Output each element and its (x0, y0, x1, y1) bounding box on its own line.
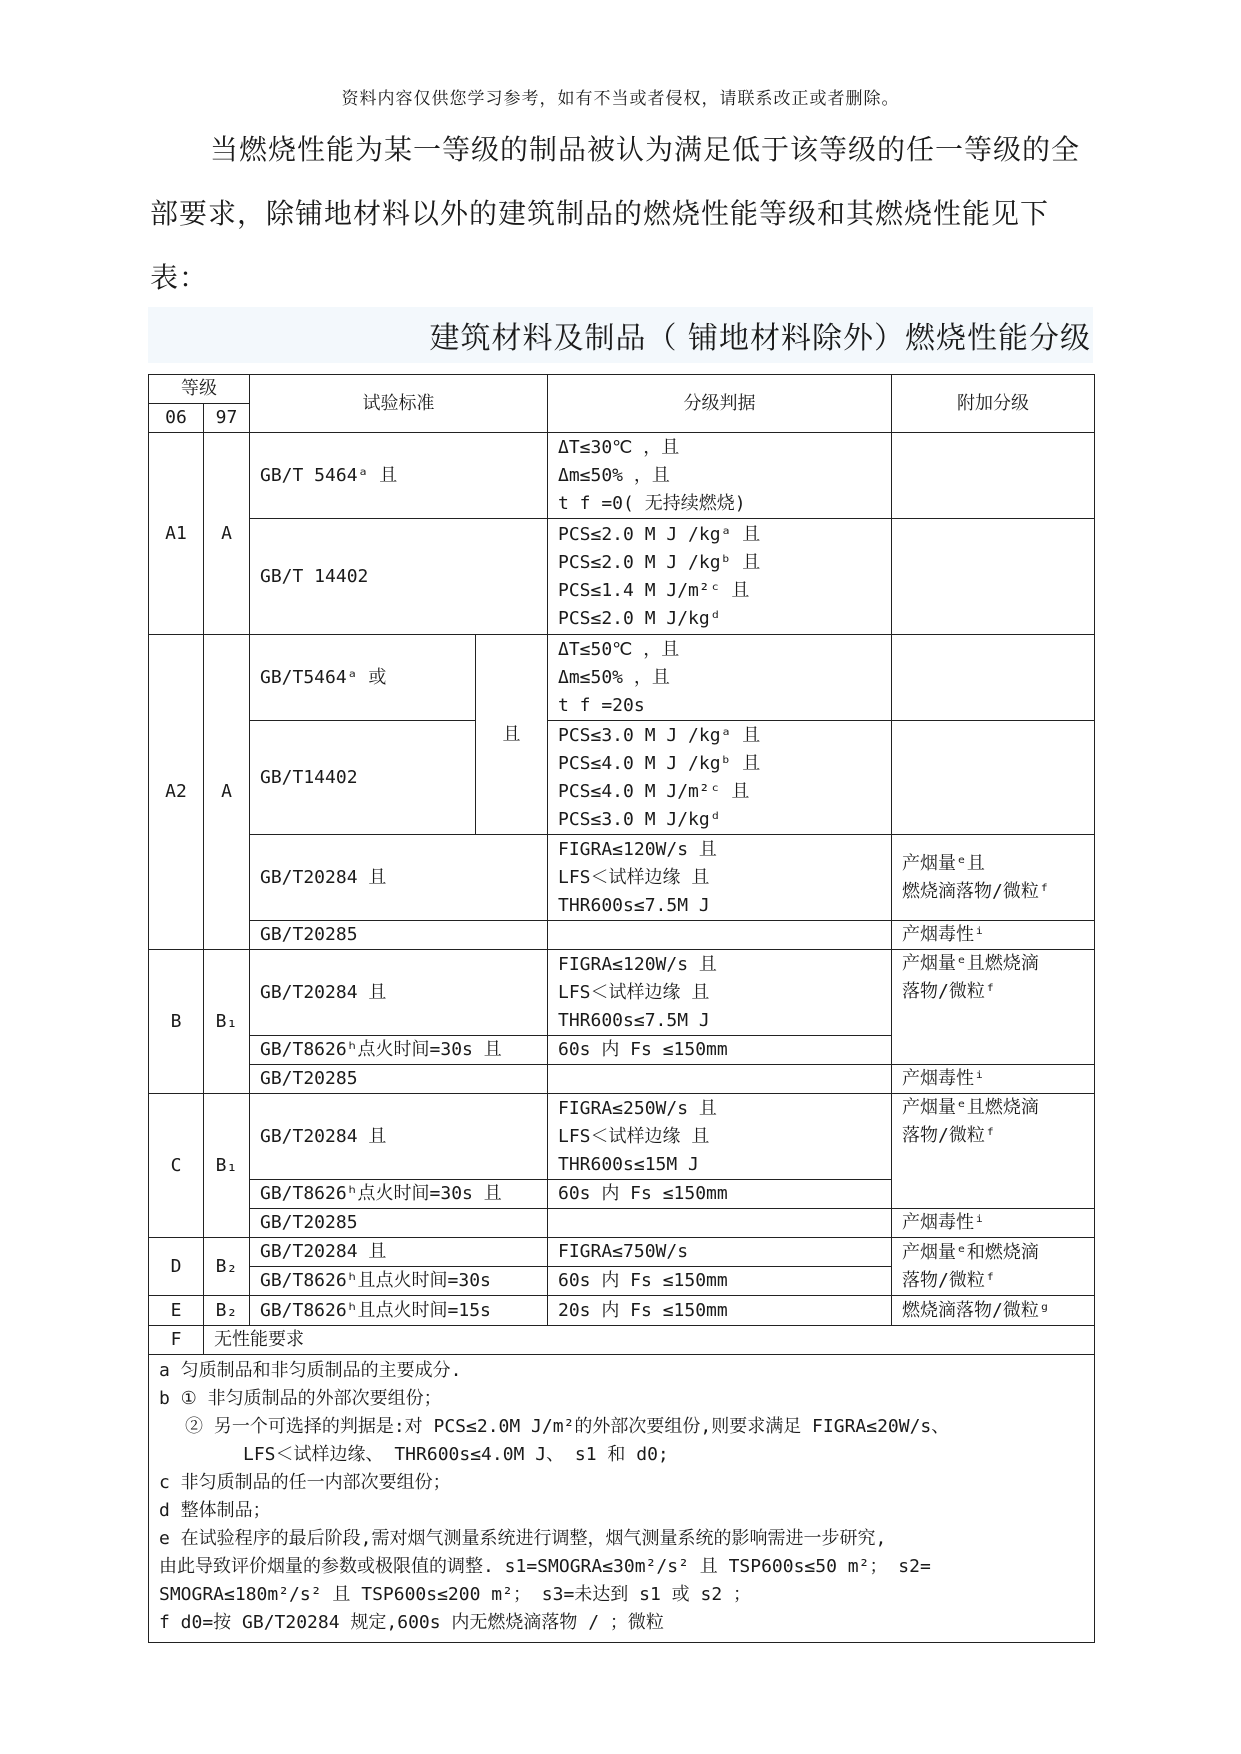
additional-line: 落物/微粒ᶠ (902, 981, 996, 1002)
criteria-line: PCS≤4.0 M J /kgᵇ 且 (558, 752, 761, 774)
header-97: 97 (204, 404, 250, 433)
additional-cell (892, 519, 1095, 635)
standard-cell: GB/T5464ᵃ 或 (250, 635, 476, 721)
criteria-line: PCS≤3.0 M J/kgᵈ (558, 808, 721, 830)
criteria-cell (548, 721, 892, 835)
criteria-cell (548, 835, 892, 921)
table-row-a1-2 (149, 519, 1095, 635)
table-row-d-1 (149, 1238, 1095, 1267)
additional-cell (892, 433, 1095, 519)
table-row-a2-3 (149, 835, 1095, 921)
additional-line: 燃烧滴落物/微粒ᶠ (902, 880, 1050, 902)
criteria-line: ΔT≤50℃ ，且 (558, 638, 680, 660)
standard-cell: GB/T 5464ᵃ 且 (250, 433, 548, 519)
criteria-cell (548, 950, 892, 1036)
criteria-line: LFS＜试样边缘 且 (558, 1125, 710, 1147)
criteria-line: Δm≤50% ，且 (558, 666, 670, 688)
criteria-cell: FIGRA≤750W/s (548, 1238, 892, 1267)
criteria-line: PCS≤2.0 M J /kgᵃ 且 (558, 523, 761, 545)
header-criteria: 分级判据 (548, 375, 892, 433)
standard-cell: GB/T14402 (250, 721, 476, 835)
standard-cell: GB/T 14402 (250, 519, 548, 635)
criteria-cell (548, 433, 892, 519)
criteria-line: PCS≤2.0 M J /kgᵇ 且 (558, 551, 761, 573)
additional-cell (892, 950, 1095, 1065)
additional-line: 产烟量ᵉ和燃烧滴 (902, 1241, 1039, 1263)
table-row-e (149, 1296, 1095, 1326)
criteria-cell (548, 519, 892, 635)
footnote-b2-cont: LFS＜试样边缘、 THR600s≤4.0M J、 s1 和 d0; (243, 1444, 669, 1465)
criteria-line: LFS＜试样边缘 且 (558, 981, 710, 1003)
criteria-cell (548, 921, 892, 950)
table-row-a2-2 (149, 721, 1095, 835)
additional-cell: 燃烧滴落物/微粒ᵍ (892, 1296, 1095, 1326)
criteria-cell: 20s 内 Fs ≤150mm (548, 1296, 892, 1326)
grade-97: A (204, 635, 250, 950)
criteria-line: THR600s≤15M J (558, 1153, 699, 1175)
standard-cell: GB/T20285 (250, 921, 548, 950)
notes-row (149, 1355, 1095, 1643)
page-header-notice: 资料内容仅供您学习参考，如有不当或者侵权，请联系改正或者删除。 (341, 89, 900, 109)
standard-cell: GB/T8626ʰ且点火时间=30s (250, 1267, 548, 1296)
additional-line: 落物/微粒ᶠ (902, 1125, 996, 1146)
additional-cell (892, 835, 1095, 921)
grade-97: A (204, 433, 250, 635)
table-row-a2-4 (149, 921, 1095, 950)
grade-06: B (149, 950, 204, 1094)
criteria-cell: 60s 内 Fs ≤150mm (548, 1180, 892, 1209)
criteria-cell (548, 635, 892, 721)
additional-line: 产烟量ᵉ且燃烧滴 (902, 953, 1039, 974)
grade-06: D (149, 1238, 204, 1296)
additional-cell (892, 1238, 1095, 1296)
standard-cell: GB/T8626ʰ且点火时间=15s (250, 1296, 548, 1326)
and-connector: 且 (476, 635, 548, 835)
no-requirement-cell: 无性能要求 (204, 1326, 1095, 1355)
header-additional: 附加分级 (892, 375, 1095, 433)
header-row (149, 375, 1095, 404)
footnote-b2: ② 另一个可选择的判据是:对 PCS≤2.0M J/m²的外部次要组份,则要求满足 FIGRA≤20W/s、 (185, 1416, 950, 1437)
criteria-line: FIGRA≤250W/s 且 (558, 1097, 717, 1119)
criteria-cell (548, 1065, 892, 1094)
standard-cell: GB/T20284 且 (250, 950, 548, 1036)
criteria-line: PCS≤3.0 M J /kgᵃ 且 (558, 724, 761, 746)
additional-line: 产烟量ᵉ且 (902, 852, 985, 874)
criteria-cell (548, 1209, 892, 1238)
additional-cell: 产烟毒性ⁱ (892, 921, 1095, 950)
grade-06: F (149, 1326, 204, 1355)
table-row-c-3 (149, 1209, 1095, 1238)
standard-cell: GB/T20285 (250, 1209, 548, 1238)
header-06: 06 (149, 404, 204, 433)
header-standard: 试验标准 (250, 375, 548, 433)
additional-cell (892, 635, 1095, 721)
footnotes (149, 1355, 1095, 1643)
grade-06: C (149, 1094, 204, 1238)
criteria-line: Δm≤50% ，且 (558, 464, 670, 486)
header-grade: 等级 (149, 375, 250, 404)
footnote-b: b ① 非匀质制品的外部次要组份； (159, 1388, 442, 1409)
additional-line: 产烟量ᵉ且燃烧滴 (902, 1097, 1039, 1118)
criteria-line: PCS≤4.0 M J/m²ᶜ 且 (558, 780, 750, 802)
table-row-a1-1 (149, 433, 1095, 519)
criteria-line: PCS≤2.0 M J/kgᵈ (558, 607, 721, 629)
grade-97: B₂ (204, 1296, 250, 1326)
footnote-f: f d0=按 GB/T20284 规定,600s 内无燃烧滴落物 / ；微粒 (159, 1612, 664, 1633)
criteria-line: PCS≤1.4 M J/m²ᶜ 且 (558, 579, 750, 601)
table-row-b-3 (149, 1065, 1095, 1094)
standard-cell: GB/T20285 (250, 1065, 548, 1094)
criteria-line: t f =20s (558, 694, 645, 716)
standard-cell: GB/T8626ʰ点火时间=30s 且 (250, 1180, 548, 1209)
criteria-line: LFS＜试样边缘 且 (558, 866, 710, 888)
additional-cell: 产烟毒性ⁱ (892, 1209, 1095, 1238)
fire-classification-table (148, 374, 1095, 1643)
table-title: 建筑材料及制品（ 铺地材料除外）燃烧性能分级 (429, 321, 1091, 356)
table-row-c-1 (149, 1094, 1095, 1180)
footnote-e-cont2: SMOGRA≤180m²/s² 且 TSP600s≤200 m²； s3=未达到 s1 或 s2 ； (159, 1584, 751, 1605)
standard-cell: GB/T20284 且 (250, 1238, 548, 1267)
footnote-c: c 非匀质制品的任一内部次要组份； (159, 1472, 451, 1493)
criteria-line: FIGRA≤120W/s 且 (558, 838, 717, 860)
table-row-f (149, 1326, 1095, 1355)
additional-cell: 产烟毒性ⁱ (892, 1065, 1095, 1094)
grade-97: B₁ (204, 950, 250, 1094)
criteria-cell: 60s 内 Fs ≤150mm (548, 1036, 892, 1065)
standard-cell: GB/T8626ʰ点火时间=30s 且 (250, 1036, 548, 1065)
grade-97: B₁ (204, 1094, 250, 1238)
additional-line: 落物/微粒ᶠ (902, 1269, 996, 1291)
footnote-d: d 整体制品； (159, 1500, 271, 1521)
intro-paragraph: 当燃烧性能为某一等级的制品被认为满足低于该等级的任一等级的全部要求，除铺地材料以外的建筑制品的燃烧性能等级和其燃烧性能见下表： (150, 133, 1081, 294)
standard-cell: GB/T20284 且 (250, 835, 548, 921)
criteria-line: t f =0( 无持续燃烧) (558, 492, 746, 514)
standard-cell: GB/T20284 且 (250, 1094, 548, 1180)
criteria-cell (548, 1094, 892, 1180)
grade-97: B₂ (204, 1238, 250, 1296)
grade-06: A2 (149, 635, 204, 950)
additional-cell (892, 721, 1095, 835)
criteria-line: ΔT≤30℃ ，且 (558, 436, 680, 458)
criteria-line: THR600s≤7.5M J (558, 1009, 710, 1031)
table-row-b-1 (149, 950, 1095, 1036)
criteria-line: THR600s≤7.5M J (558, 894, 710, 916)
footnote-a: a 匀质制品和非匀质制品的主要成分. (159, 1360, 462, 1381)
table-row-a2-1 (149, 635, 1095, 721)
criteria-line: FIGRA≤120W/s 且 (558, 953, 717, 975)
additional-cell (892, 1094, 1095, 1209)
criteria-cell: 60s 内 Fs ≤150mm (548, 1267, 892, 1296)
footnote-e: e 在试验程序的最后阶段,需对烟气测量系统进行调整，烟气测量系统的影响需进一步研究, (159, 1528, 887, 1549)
footnote-e-cont1: 由此导致评价烟量的参数或极限值的调整. s1=SMOGRA≤30m²/s² 且 TSP600s≤50 m²； s2= (159, 1556, 931, 1577)
grade-06: A1 (149, 433, 204, 635)
grade-06: E (149, 1296, 204, 1326)
